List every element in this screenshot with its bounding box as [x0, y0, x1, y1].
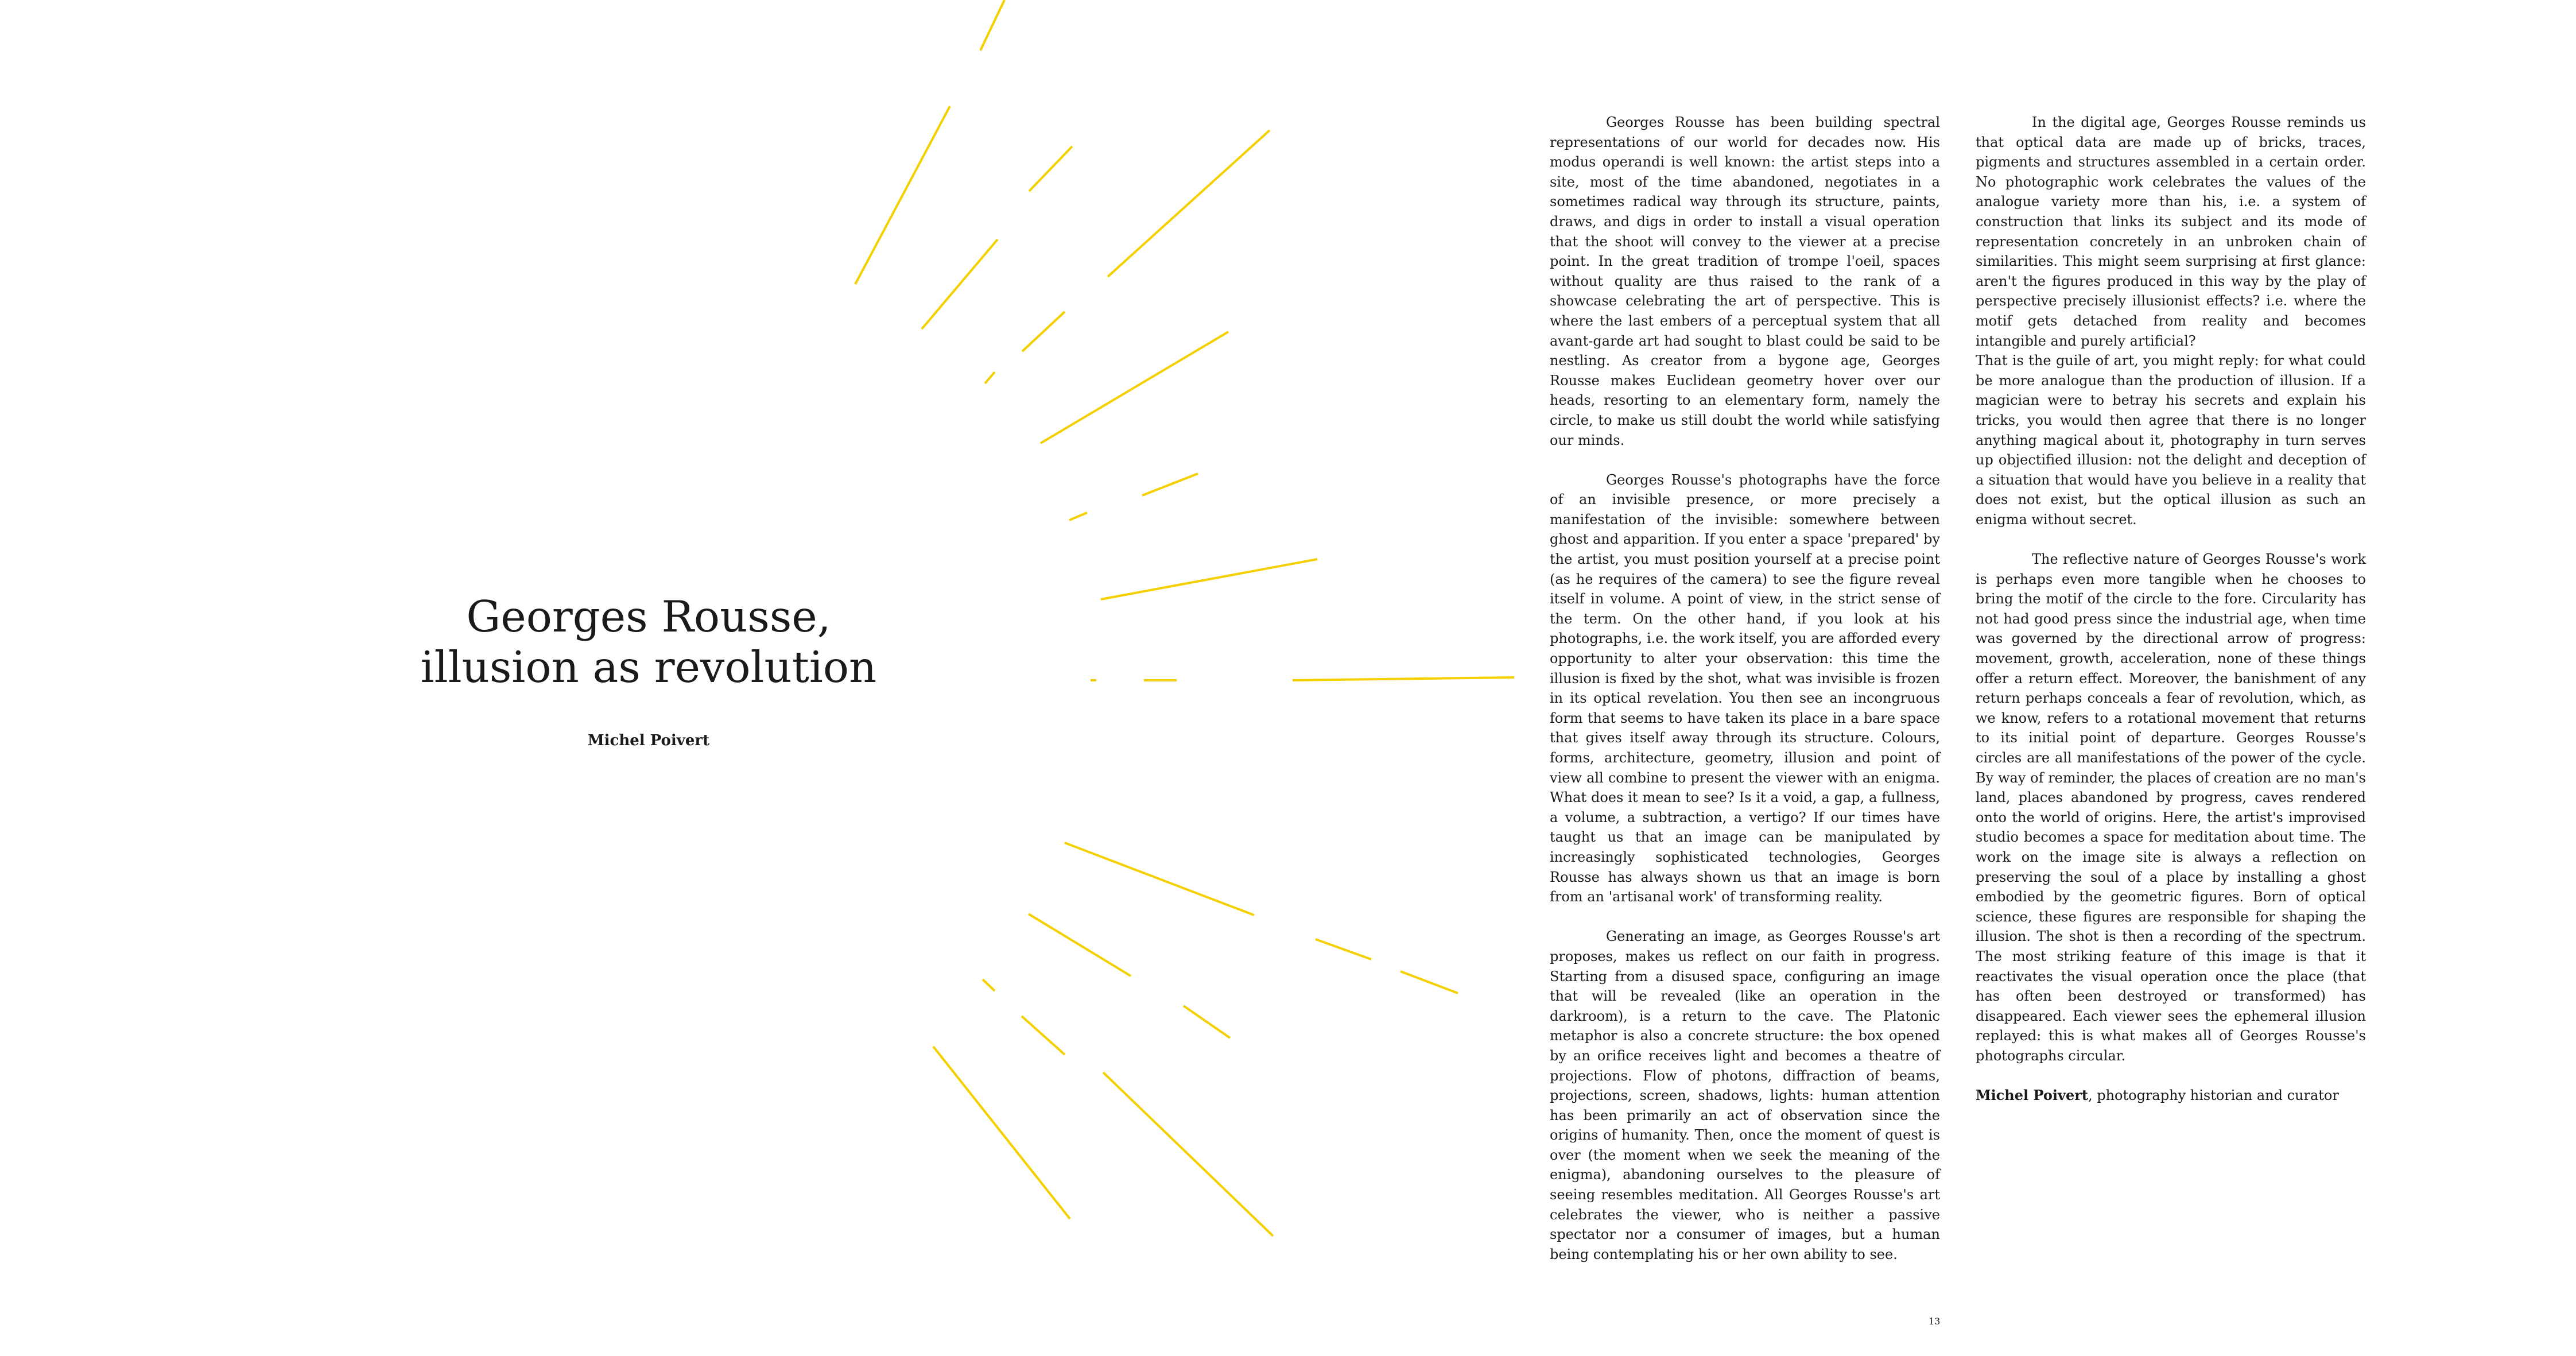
ray-line [983, 979, 995, 991]
ray-line [1041, 332, 1228, 443]
signature-role: , photography historian and curator [2088, 1087, 2339, 1104]
ray-line [1029, 914, 1131, 976]
paragraph: Georges Rousse has been building spectral representations of our world for decades now. His modus operandi is well known: the artist steps into a site, most of the time abandoned, negotiates in a sometimes radical way through its structure, paints, draws, and digs in order to install a visual operation that the shoot will convey to the viewer at a precise point. In the great tradition of trompe l'oeil, spaces without quality are thus raised to the rank of a showcase celebrating the art of perspective. This is where the last embers of a perceptual system that all avant-garde art had sought to blast could be said to be nestling. As creator from a bygone age, Georges Rousse makes Euclidean geometry hover over our heads, resorting to an elementary form, namely the circle, to make us still doubt the world while satisfying our minds. [1550, 114, 1940, 448]
ray-line [1142, 474, 1198, 495]
ray-line [1108, 130, 1270, 277]
article-title [333, 591, 964, 692]
page-number: 13 [1929, 1316, 1941, 1327]
text-column-right [1976, 113, 2366, 1106]
signature-name: Michel Poivert [1976, 1087, 2088, 1104]
ray-line [933, 1047, 1070, 1219]
ray-line [922, 239, 998, 329]
ray-line [1029, 146, 1072, 191]
paragraph: Generating an image, as Georges Rousse's art proposes, makes us reflect on our faith in progress. Starting from a disused space, configuring an image that will be revealed (like an operation in the darkroom), is a return to the cave. The Platonic metaphor is also a concrete structure: the box opened by an orifice receives light and becomes a theatre of projections. Flow of photons, diffraction of beams, projections, screen, shadows, lights: human attention has been primarily an act of observation since the origins of humanity. Then, once the moment of quest is over (the moment when we seek the meaning of the enigma), abandoning ourselves to the pleasure of seeing resembles meditation. All Georges Rousse's art celebrates the viewer, who is neither a passive spectator nor a consumer of images, but a human being contemplating his or her own ability to see. [1550, 928, 1940, 1262]
ray-line [855, 106, 950, 284]
ray-line [1022, 312, 1065, 351]
title-line-2: illusion as revolution [420, 642, 877, 692]
paragraph: That is the guile of art, you might reply: for what could be more analogue than the production of illusion. If a magician were to betray his secrets and explain his tricks, you would then agree that there is no longer anything magical about it, photography in turn serves up objectified illusion: not the delight and deception of a situation that would have you believe in a reality that does not exist, but the optical illusion as such an enigma without secret. [1976, 352, 2366, 528]
ray-line [1400, 971, 1458, 993]
text-column-left [1550, 113, 1940, 1264]
title-line-1: Georges Rousse, [466, 591, 831, 642]
paragraph: In the digital age, Georges Rousse reminds us that optical data are made up of bricks, traces, pigments and structures assembled in a certain order. No photographic work celebrates the values of the analogue variety more than his, i.e. a system of construction that links its subject and its mode of representation concretely in an unbroken chain of similarities. This might seem surprising at first glance: aren't the figures produced in this way by the play of perspective precisely illusionist effects? i.e. where the motif gets detached from reality and becomes intangible and purely artificial? [1976, 114, 2366, 349]
ray-line [1103, 1072, 1273, 1236]
ray-line [1069, 513, 1087, 520]
author-name: Michel Poivert [587, 732, 710, 749]
ray-line [1022, 1016, 1065, 1055]
ray-line [980, 0, 1004, 51]
ray-line [985, 372, 995, 383]
ray-line [1065, 843, 1254, 915]
signature [1976, 1086, 2366, 1106]
ray-line [1101, 559, 1317, 599]
ray-line [1316, 939, 1371, 959]
ray-line [1184, 1006, 1230, 1038]
paragraph: Georges Rousse's photographs have the force of an invisible presence, or more precisely a manifestation of the invisible: somewhere between ghost and apparition. If you enter a space 'prepared' by the artist, you must position yourself at a precise point (as he requires of the camera) to see the figure reveal itself in volume. A point of view, in the strict sense of the term. On the other hand, if you look at his photographs, i.e. the work itself, you are afforded every opportunity to alter your observation: this time the illusion is fixed by the shot, what was invisible is frozen in its optical revelation. You then see an incongruous form that seems to have taken its place in a bare space that gives itself away through its structure. Colours, forms, architecture, geometry, illusion and point of view all combine to present the viewer with an enigma. What does it mean to see? Is it a void, a gap, a fullness, a volume, a subtraction, a vertigo? If our times have taught us that an image can be manipulated by increasingly sophisticated technologies, Georges Rousse has always shown us that an image is born from an 'artisanal work' of transforming reality. [1550, 471, 1940, 905]
paragraph: The reflective nature of Georges Rousse's work is perhaps even more tangible when he chooses to bring the motif of the circle to the fore. Circularity has not had good press since the industrial age, when time was governed by the directional arrow of progress: movement, growth, acceleration, none of these things offer a return effect. Moreover, the banishment of any return perhaps conceals a fear of revolution, which, as we know, refers to a rotational movement that returns to its initial point of departure. Georges Rousse's circles are all manifestations of the power of the cycle. By way of reminder, the places of creation are no man's land, places abandoned by progress, caves rendered onto the world of origins. Here, the artist's improvised studio becomes a space for meditation about time. The work on the image site is always a reflection on preserving the soul of a place by installing a ghost embodied by the geometric figures. Born of optical science, these figures are responsible for shaping the illusion. The shot is then a recording of the spectrum. The most striking feature of this image is that it reactivates the visual operation once the place (that has often been destroyed or transformed) has disappeared. Each viewer sees the ephemeral illusion replayed: this is what makes all of Georges Rousse's photographs circular. [1976, 551, 2366, 1064]
ray-line [1293, 677, 1514, 680]
